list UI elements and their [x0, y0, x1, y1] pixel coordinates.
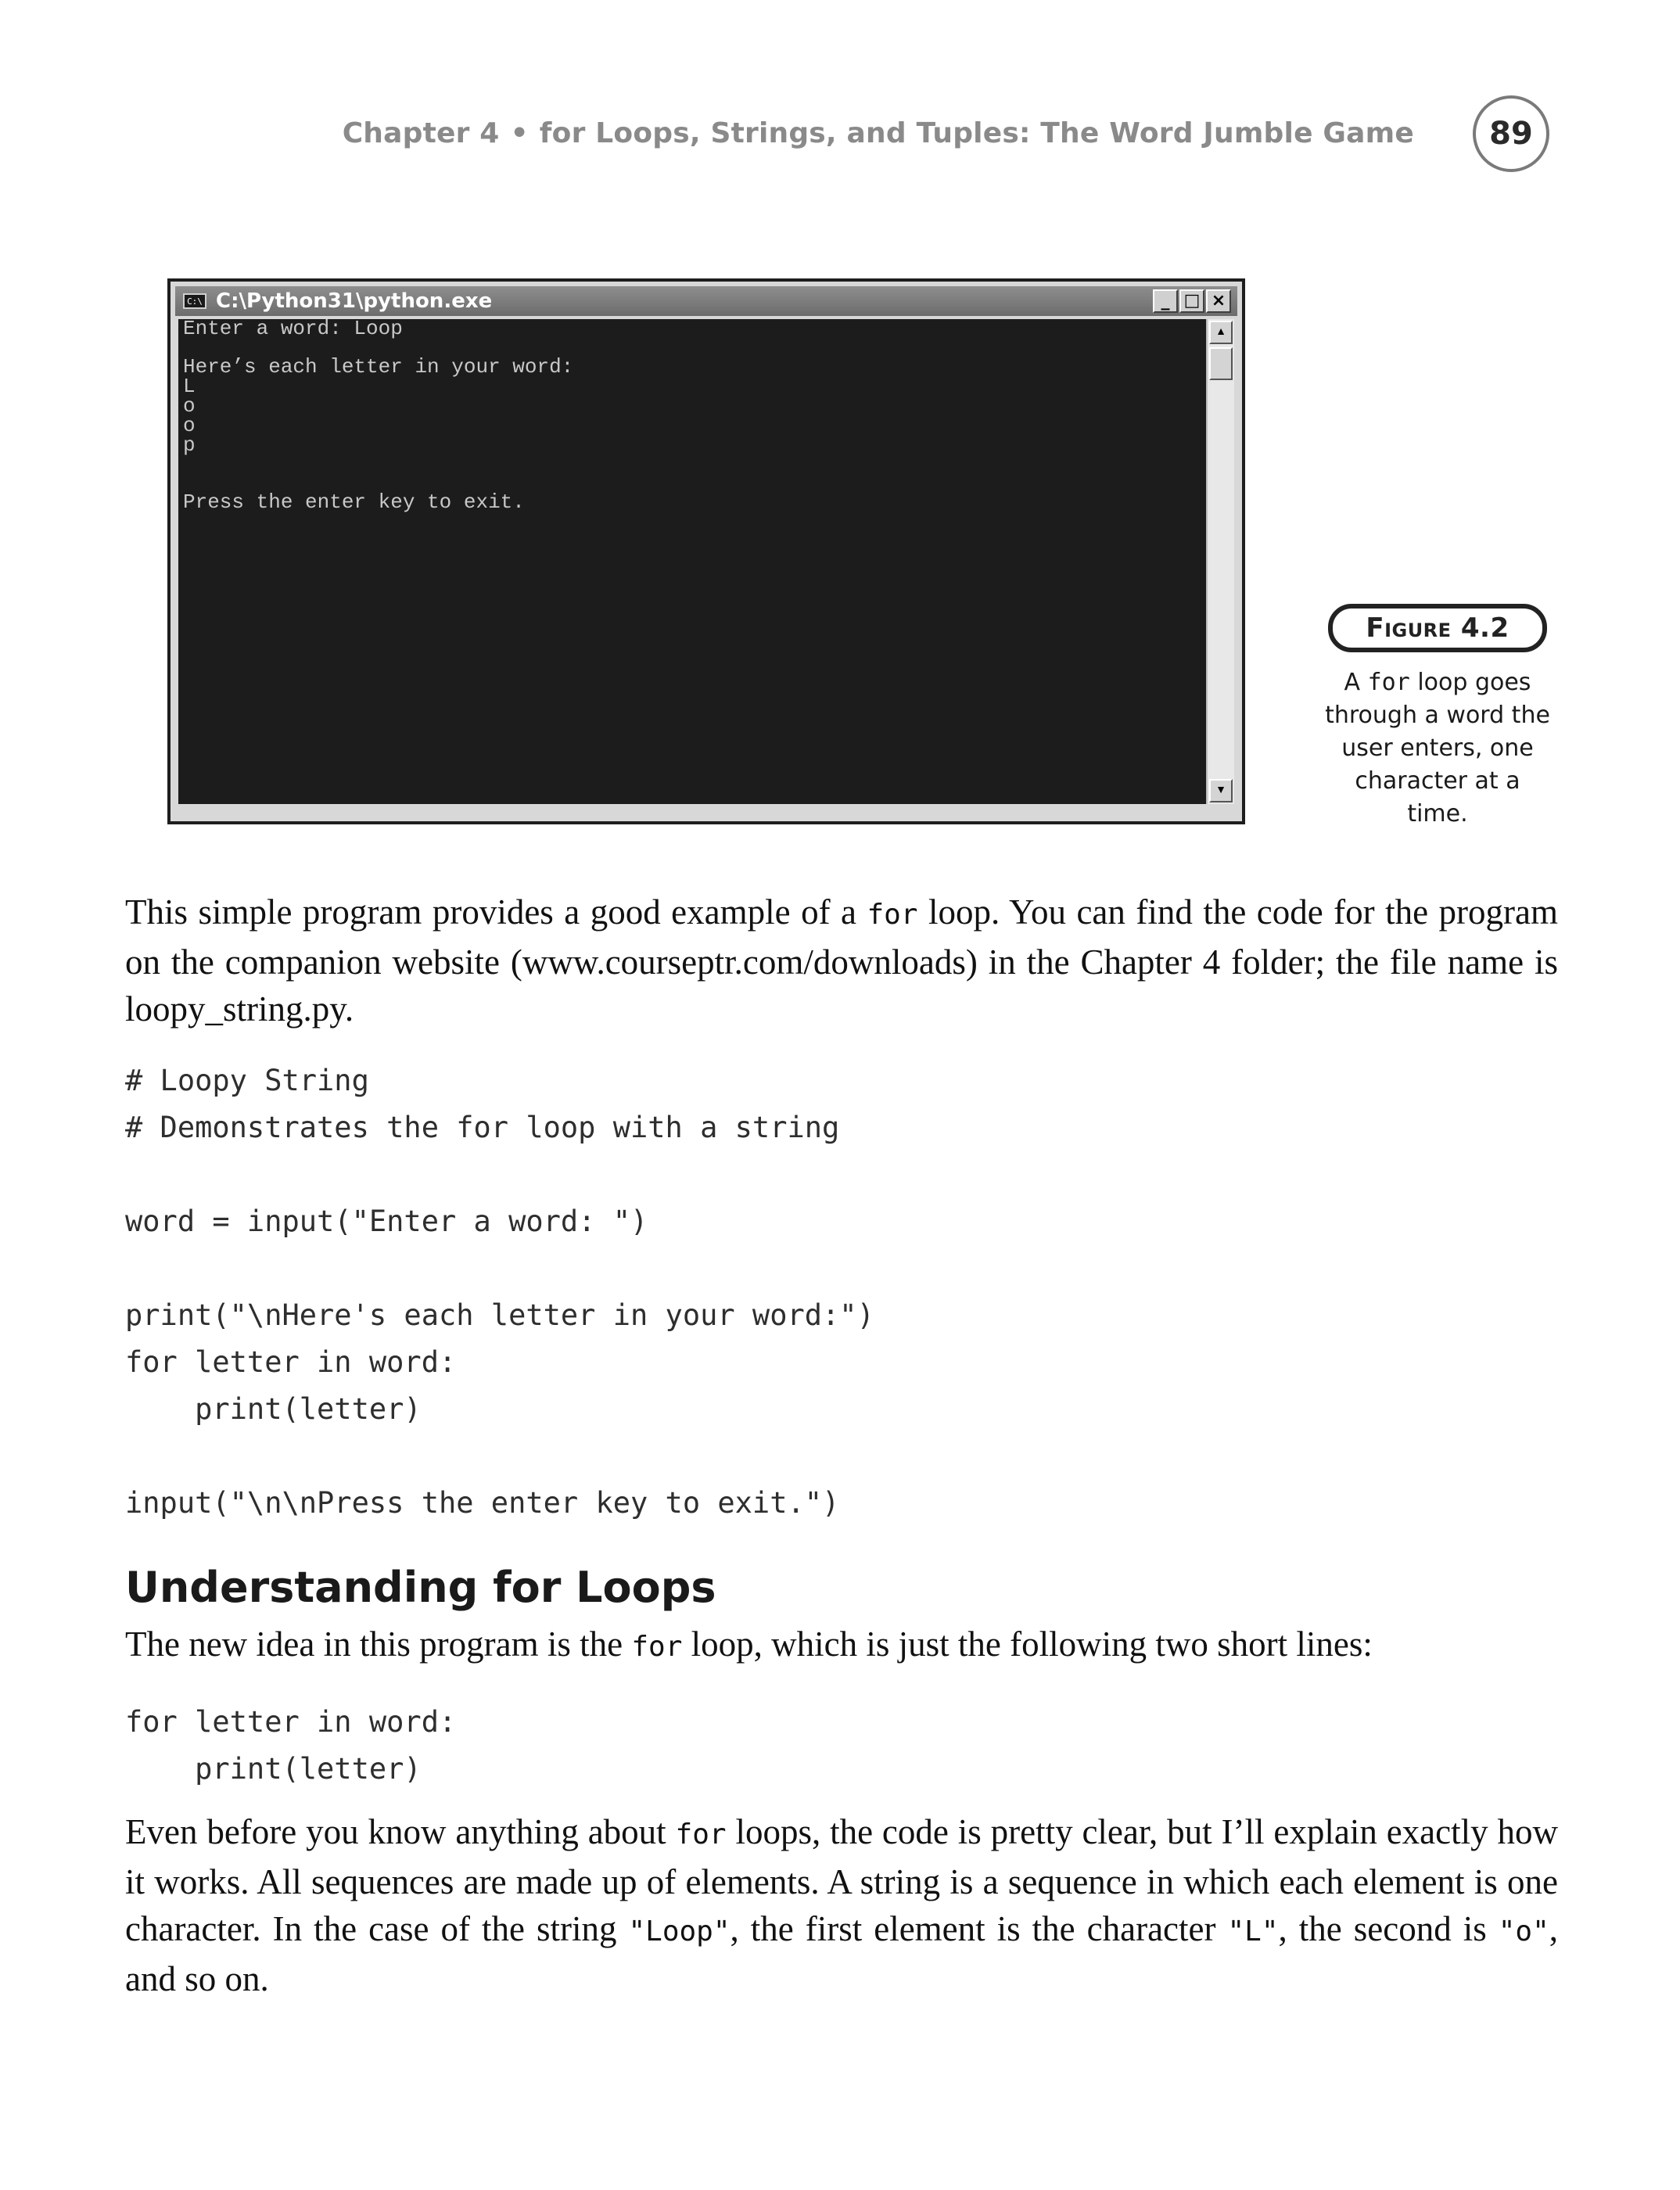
- code-line: print(letter): [125, 1752, 422, 1786]
- inline-code: for: [675, 1818, 727, 1851]
- console-window-screenshot: [167, 278, 1245, 824]
- console-line: p: [183, 433, 196, 457]
- console-line: L: [183, 375, 196, 398]
- code-block: [125, 1699, 1533, 1793]
- inline-code: "o": [1498, 1915, 1549, 1948]
- inline-code: "Loop": [628, 1915, 731, 1948]
- paragraph-text: , and so on.: [125, 1909, 1558, 1998]
- scroll-up-icon: ▲: [1209, 321, 1233, 344]
- figure-label: Figure 4.2: [1328, 604, 1547, 652]
- code-line: print(letter): [125, 1392, 422, 1426]
- paragraph-text: , the second is: [1278, 1909, 1499, 1948]
- header-separator: •: [510, 117, 529, 149]
- code-line: [125, 1245, 1533, 1292]
- figure-caption: [1322, 666, 1553, 831]
- console-line: Here’s each letter in your word:: [183, 355, 574, 379]
- scroll-thumb: [1209, 347, 1233, 380]
- code-line: input("\n\nPress the enter key to exit."): [125, 1486, 840, 1520]
- paragraph-text: loop, which is just the following two short lines:: [682, 1625, 1373, 1664]
- console-line: o: [183, 394, 196, 418]
- minimize-icon: _: [1153, 289, 1178, 313]
- page-number: 89: [1473, 95, 1549, 172]
- window-controls: [1153, 289, 1231, 313]
- inline-code: for: [631, 1631, 683, 1663]
- caption-code: for: [1367, 669, 1410, 696]
- console-titlebar: [175, 286, 1237, 316]
- code-block: [125, 1057, 1533, 1527]
- maximize-icon: □: [1179, 289, 1204, 313]
- code-line: for letter in word:: [125, 1705, 457, 1739]
- code-line: word = input("Enter a word: "): [125, 1204, 648, 1238]
- code-line: # Demonstrates the for loop with a string: [125, 1111, 840, 1144]
- header-chapter: Chapter 4: [342, 117, 500, 149]
- running-header: [0, 117, 1414, 149]
- paragraph-text: loops, the code is pretty clear, but I’ll explain exactly how it works. All sequences are made up of elements. A string is a sequence in which each element is one character. In the case of the string: [125, 1812, 1558, 1948]
- code-line: [125, 1433, 1533, 1480]
- paragraph-text: loop. You can find the code for the program on the companion website (www.courseptr.com/downloads) in the Chapter 4 folder; the file name is loopy_string.py.: [125, 892, 1558, 1029]
- close-icon: ×: [1206, 289, 1231, 313]
- code-line: # Loopy String: [125, 1064, 369, 1097]
- code-line: [125, 1151, 1533, 1198]
- header-title: for Loops, Strings, and Tuples: The Word Jumble Game: [539, 117, 1414, 149]
- paragraph-text: , the first element is the character: [730, 1909, 1228, 1948]
- section-heading: Understanding for Loops: [125, 1563, 716, 1612]
- console-line: Press the enter key to exit.: [183, 490, 525, 514]
- paragraph-text: This simple program provides a good example of a: [125, 892, 867, 932]
- code-line: print("\nHere's each letter in your word:"): [125, 1298, 874, 1332]
- body-paragraph: [125, 1808, 1558, 2002]
- inline-code: for: [867, 899, 918, 931]
- console-scrollbar: [1206, 319, 1234, 804]
- caption-text: loop goes through a word the user enters, one character at a time.: [1325, 669, 1550, 828]
- scroll-down-icon: ▼: [1209, 779, 1233, 802]
- paragraph-text: Even before you know anything about: [125, 1812, 676, 1851]
- paragraph-text: The new idea in this program is the: [125, 1625, 632, 1664]
- caption-text: A: [1344, 669, 1368, 696]
- code-line: for letter in word:: [125, 1345, 457, 1379]
- body-paragraph: [125, 889, 1558, 1032]
- console-line: o: [183, 414, 196, 437]
- console-output: [178, 319, 1209, 804]
- console-line: Enter a word: Loop: [183, 317, 403, 340]
- inline-code: "L": [1227, 1915, 1279, 1948]
- console-window-title: C:\Python31\python.exe: [216, 289, 493, 313]
- console-line: [183, 455, 1204, 474]
- body-paragraph: [125, 1621, 1558, 1671]
- console-app-icon: C:\: [183, 293, 206, 309]
